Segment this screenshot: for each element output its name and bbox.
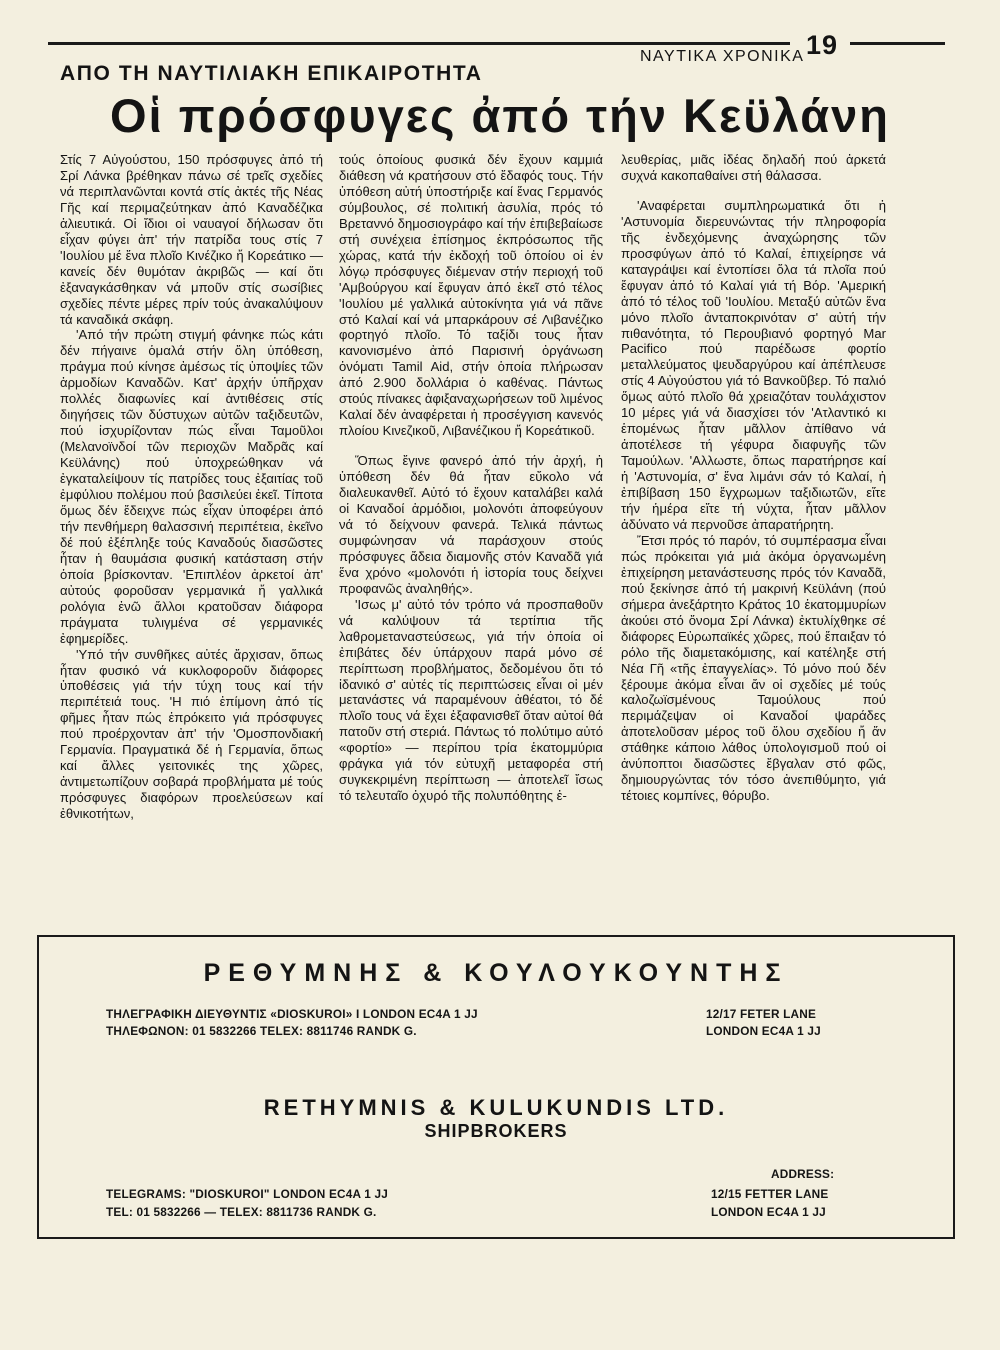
ad-telegrams: TELEGRAMS: "DIOSKUROI" LONDON EC4A 1 JJ: [106, 1187, 389, 1201]
header-rule-left: [48, 42, 790, 45]
paragraph: 'Υπό τήν συνθῆκες αὐτές ἄρχισαν, ὅπως ἦταν φυσικό νά κυκλοφοροῦν διάφορες ὑποθέσεις γιά τήν τύχη τους καί τήν περιπέτειά τους. 'Η πιό ἐπίμονη ἀπό τίς φῆμες ἦταν πώς ἐπρόκειτο γιά πρόσφυγες πού προέρχονταν ἀπ' τήν 'Ομοσπονδιακή Γερμανία. Πραγματικά δέ ἡ Γερμανία, ὅπως καί ἄλλες γειτονικές της χῶρες, ἀντιμετωπίζουν σοβαρά προβλήματα μέ τούς πρόσφυγες διαφόρων προελεύσεων καί ἐθνικοτήτων,: [60, 646, 323, 822]
ad-greek-title: ΡΕΘΥΜΝΗΣ & ΚΟΥΛΟΥΚΟΥΝΤΗΣ: [203, 959, 789, 987]
ad-greek-telegraph: ΤΗΛΕΓΡΑΦΙΚΗ ΔΙΕΥΘΥΝΤΙΣ «DIOSKUROI» I LONDON EC4A 1 JJ: [106, 1007, 478, 1021]
magazine-name: ΝΑΥΤΙΚΑ ΧΡΟΝΙΚΑ: [640, 48, 805, 65]
ad-english-title: RETHYMNIS & KULUKUNDIS LTD.: [263, 1095, 729, 1120]
paragraph: τούς ὁποίους φυσικά δέν ἔχουν καμμιά διάθεση νά κρατήσουν στό ἔδαφός τους. Τήν ὑπόθεση αὐτή ὑποστήριξε καί ἕνας Γερμανός σύμβουλος, σέ πολιτική ἀσυλία, πρός τό Βρεταννό δημοσιογράφο καί τήν ἐπιβεβαίωσε στή συνέχεια ἐπίσημος ἐκπρόσωπος τῆς χώρας, κατά τήν ἐκδοχή τοῦ ὁποίου οἱ ἐν λόγῳ πρόσφυγες διέμεναν στήν περιοχή τοῦ 'Αμβούργου καί ἔφυγαν ἀπό ἐκεῖ στό τέλος 'Ιουλίου μέ γαλλικά αὐτοκίνητα γιά νά πᾶνε στό Καλαί καί νά μπαρκάρουν σέ Λιβανέζικο φορτηγό πλοῖο. Τό ταξίδι τους ἦταν κανονισμένο ἀπό Παρισινή ὀργάνωση ὀνόματι Tamil Aid, στήν ὁποία πλήρωσαν ἀπό 2.900 δολλάρια ὁ καθένας. Πάντως στούς πίνακες ἀφιξαναχωρήσεων τοῦ λιμένος Καλαί δέν ἀναφέρεται ἡ προσέγγιση κανενός πλοίου Κινεζικοῦ, Λιβανέζικου ἤ Κορεάτικοῦ.: [339, 152, 603, 439]
headline: Οἱ πρόσφυγες ἀπό τήν Κεϋλάνη: [110, 89, 890, 142]
paragraph: λευθερίας, μιᾶς ἰδέας δηλαδή πού ἀρκετά συχνά κακοπαθαίνει στή θάλασσα.: [621, 152, 886, 183]
ad-greek-phone: ΤΗΛΕΦΩΝΟΝ: 01 5832266 TELEX: 8811746 RANDK G.: [106, 1024, 417, 1038]
section-title: ΑΠΟ ΤΗ ΝΑΥΤΙΛΙΑΚΗ ΕΠΙΚΑΙΡΟΤΗΤΑ: [60, 62, 483, 85]
paragraph: Ὅπως ἔγινε φανερό ἀπό τήν ἀρχή, ἡ ὑπόθεση δέν θά ἦταν εὔκολο νά διαλευκανθεῖ. Αὐτό τό ἔχουν καταλάβει καλά οἱ Καναδοί ἁρμόδιοι, μολονότι ἀποφεύγουν νά τό δείχνουν φανερά. Τελικά πάντως συμφώνησαν νά παράσχουν στούς πρόσφυγες ἄδεια διαμονῆς στόν Καναδᾶ γιά ἕνα χρόνο «μολονότι ἡ ἱστορία τους δείχνει προφανῶς ἀναληθής».: [339, 453, 603, 596]
article-column-3: [621, 152, 886, 804]
ad-address-2: LONDON EC4A 1 JJ: [711, 1205, 826, 1219]
paragraph: 'Από τήν πρώτη στιγμή φάνηκε πώς κάτι δέν πήγαινε ὁμαλά στήν ὅλη ὑπόθεση, πράγμα πού κίνησε ἀμέσως τίς ὑποψίες τῶν ἁρμοδίων Καναδῶν. Κατ' ἀρχήν ὑπῆρχαν πολλές διαφωνίες καί ἀντιθέσεις στίς διηγήσεις τῶν δύστυχων αὐτῶν ταξιδευτῶν, πού ἰσχυρίζονταν πώς εἶναι Ταμοῦλοι (Μελανοϊνδοί τῶν περιοχῶν Μαδρᾶς καί Κεϋλάνης) πού ὑποχρεώθηκαν νά ἐγκαταλείψουν τίς πατρίδες τους ἐξαιτίας τοῦ ἐμφύλιου πολέμου πού βασιλεύει ἐκεῖ. Τίποτα ὅμως δέν ἔδειχνε πώς εἶχαν ὑποφέρει ἀπό τήν πενθήμερη θαλασσινή περιπέτεια, ἐκεῖνο δέ πού ἐξέπληξε τούς Καναδούς διασῶστες ἦταν ἡ θαυμάσια φυσική κατάσταση στήν ὁποία βρίσκονταν. 'Επιπλέον ἀρκετοί ἀπ' αὐτούς φοροῦσαν γερμανικά ἤ γαλλικά ρολόγια ἐνῶ ἄλλοι κρατοῦσαν διάφορα πράγματα τυλιγμένα σέ γερμανικές ἐφημερίδες.: [60, 327, 323, 646]
ad-tel: TEL: 01 5832266 — TELEX: 8811736 RANDK G.: [106, 1205, 377, 1219]
ad-greek-address-1: 12/17 FETER LANE: [706, 1007, 817, 1021]
ad-address-1: 12/15 FETTER LANE: [711, 1187, 829, 1201]
page-number: 19: [806, 30, 839, 60]
ad-english-subtitle: SHIPBROKERS: [424, 1121, 568, 1141]
ad-address-label: ADDRESS:: [771, 1167, 835, 1181]
paragraph: 'Αναφέρεται συμπληρωματικά ὅτι ἡ 'Αστυνομία διερευνώντας τήν πληροφορία τῆς ἐνδεχόμενης ἀναχώρησης τῶν προσφύγων ἀπό τό Καλαί, ἐπιχείρησε νά καταγράψει καί ἐντοπίσει ὅλα τά πλοῖα πού ἔφυγαν ἀπό τό Καλαί γιά τή Βόρ. 'Αμερική ἀπό τό τέλος τοῦ 'Ιουλίου. Μεταξύ αὐτῶν ἕνα μόνο πλοῖο ἀνταποκρινόταν σ' αὐτή τήν πιθανότητα, τό Περουβιανό φορτηγό Mar Pacifico πού παρέδωσε φορτίο μεταλλεύματος ψευδαργύρου καί ἀπέπλευσε στίς 4 Αὐγούστου γιά τό Βανκοῦβερ. Τό παλιό ὅμως αὐτό πλοῖο θά χρειαζόταν τουλάχιστον 10 μέρες γιά νά διασχίσει τόν 'Ατλαντικό κι ἑπομένως ἦταν μᾶλλον ἀπίθανο νά ἀποτέλεσε τή γέφυρα διαφυγῆς τῶν Ταμούλων. 'Αλλωστε, ὅπως παρατήρησε καί ἡ 'Αστυνομία, σ' ἕνα λιμάνι σάν τό Καλαί, ἡ ἐπιβίβαση 150 ἔγχρωμων ταξιδιωτῶν, εἴτε τήν ἡμέρα εἴτε τή νύχτα, ἦταν μᾶλλον ἀδύνατο νά περνοῦσε ἀπαρατήρητη.: [621, 197, 886, 532]
shipbroker-advertisement: [37, 935, 955, 1239]
article-column-2: [339, 152, 603, 804]
paragraph: 'Ισως μ' αὐτό τόν τρόπο νά προσπαθοῦν νά καλύψουν τά τερτίπια τῆς λαθρομεταναστεύσεως, γιά τήν ὁποία οἱ ἐπιβάτες δέν ὑπάρχουν παρά μόνο σέ περίπτωση προβλήματος, δεδομένου ὅτι τό ἰδανικό σ' αὐτές τίς περιπτώσεις εἶναι οἱ μέν μετανάστες νά παραμένουν ἀθέατοι, τό δέ πλοῖο τους νά ἔχει ἐξαφανισθεῖ ὅταν αὐτοί θά πατοῦν στή στεριά. Πάντως τό πολύτιμο αὐτό «φορτίο» — περίπου τρία ἑκατομμύρια φράγκα γιά τόν εὐτυχῆ μεταφορέα στή συγκεκριμένη περίπτωση — ἀποτελεῖ ἴσως τό τελευταῖο ὀχυρό τῆς πολυπόθητης ἐ-: [339, 596, 603, 804]
ad-greek-address-2: LONDON EC4A 1 JJ: [706, 1024, 821, 1038]
paragraph: Ἔτσι πρός τό παρόν, τό συμπέρασμα εἶναι πώς πρόκειται γιά μιά ἀκόμα ὀργανωμένη ἐπιχείρηση μετανάστευσης πρός τόν Καναδᾶ, πού ξεκίνησε ἀπό τή μακρινή Κεϋλάνη (πού σήμερα ἀνεξάρτητο Κράτος 10 ἑκατομμυρίων ἀκούει στό ὄνομα Σρί Λάνκα) ἐκτυλίχθηκε σέ διάφορες Εὐρωπαϊκές χῶρες, πού ἔπαιξαν τό ρόλο τῆς διαμετακόμισης, καί κατέληξε στή Νέα Γῆ «τῆς ἐπαγγελίας». Τό μόνο πού δέν ξέρουμε ἀκόμα εἶναι ἄν οἱ σχεδίες μέ τούς καλοζωϊσμένους Ταμούλους πού περιμάζεψαν οἱ Καναδοί ψαράδες ἀποτελοῦσαν μέρος τοῦ ὅλου σχεδίου ἤ ἄν στάθηκε κάποιο λάθος ὑπολογισμοῦ πού οἱ ἀνύποπτοι διασῶστες ἔβγαλαν στό φῶς, δημιουργώντας τόν τόσο ἀνεπιθύμητο, γιά τέτοιες κομπίνες, θόρυβο.: [621, 532, 886, 804]
article-column-1: [60, 152, 323, 822]
paragraph: Στίς 7 Αὐγούστου, 150 πρόσφυγες ἀπό τή Σρί Λάνκα βρέθηκαν πάνω σέ τρεῖς σχεδίες νά περιπλανῶνται κοντά στίς ἀκτές τῆς Νέας Γῆς καί περιμαζεύτηκαν ἀπό Καναδέζικα ἁλιευτικά. Οἱ ἴδιοι οἱ ναυαγοί δήλωσαν ὅτι εἶχαν φύγει ἀπ' τήν πατρίδα τους στίς 7 'Ιουλίου μέ ἕνα πλοῖο Κινέζικο ἤ Κορεάτικο — κανείς δέν θυμόταν ἀκριβῶς — καί ὅτι ἐξαναγκάσθηκαν νά μποῦν στίς σωσίβιες σχεδίες πέντε μέρες πρίν τούς ἀνακαλύψουν τά καναδικά σκάφη.: [60, 152, 323, 327]
header-rule-right: [850, 42, 945, 45]
